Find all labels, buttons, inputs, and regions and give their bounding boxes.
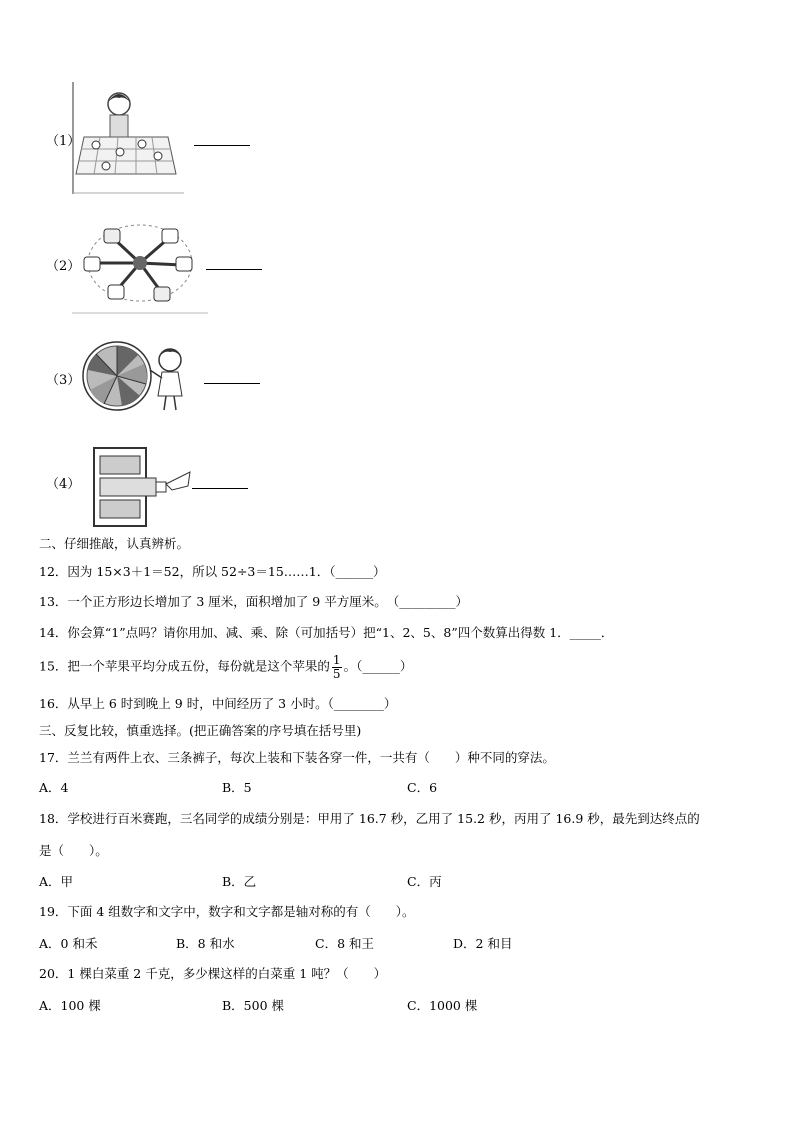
q19-option-a[interactable]: A．0 和禾 [39, 936, 98, 951]
question-17: 17．兰兰有两件上衣、三条裤子，每次上装和下装各穿一件，一共有（ ）种不同的穿法。 [39, 750, 555, 765]
q19-option-d[interactable]: D．2 和目 [453, 936, 513, 951]
question-14: 14．你会算“1”点吗？请你用加、减、乘、除（可加括号）把“1、2、5、8”四个数算出得数 1．_____． [39, 625, 614, 640]
picture-label-4: （4） [46, 477, 81, 492]
boy-playing-chess-icon [72, 82, 184, 194]
answer-blank-4[interactable] [192, 488, 248, 489]
spinning-ride-icon [72, 215, 208, 315]
section-heading-3: 三、反复比较，慎重选择。(把正确答案的序号填在括号里) [39, 723, 362, 738]
q19-option-b[interactable]: B．8 和水 [176, 936, 235, 951]
q20-option-a[interactable]: A．100 棵 [39, 998, 101, 1013]
picture-label-1: （1） [46, 134, 81, 149]
q18-option-b[interactable]: B．乙 [222, 874, 257, 889]
question-13: 13．一个正方形边长增加了 3 厘米，面积增加了 9 平方厘米。 （_________） [39, 594, 468, 609]
question-20: 20．1 棵白菜重 2 千克，多少棵这样的白菜重 1 吨？（ ） [39, 966, 387, 981]
question-16: 16．从早上 6 时到晚上 9 时，中间经历了 3 小时。（________） [39, 696, 397, 711]
q20-option-b[interactable]: B．500 棵 [222, 998, 285, 1013]
question-15 [39, 654, 412, 680]
question-15-blank: 。（______） [343, 658, 413, 674]
question-18-line-2: 是（ ）。 [39, 843, 108, 858]
q17-option-b[interactable]: B．5 [222, 780, 252, 795]
fraction-denominator: 5 [332, 666, 341, 681]
answer-blank-1[interactable] [194, 145, 250, 146]
q18-option-a[interactable]: A．甲 [39, 874, 74, 889]
fraction-numerator: 1 [332, 653, 341, 667]
question-18-line-1: 18．学校进行百米赛跑，三名同学的成绩分别是：甲用了 16.7 秒，乙用了 15.2 秒，丙用了 16.9 秒，最先到达终点的 [39, 811, 700, 826]
q20-option-c[interactable]: C．1000 棵 [407, 998, 478, 1013]
q17-option-c[interactable]: C．6 [407, 780, 438, 795]
drawer-being-pulled-icon [92, 444, 192, 528]
q18-option-c[interactable]: C．丙 [407, 874, 442, 889]
fraction-one-fifth [332, 654, 342, 680]
answer-blank-2[interactable] [206, 269, 262, 270]
question-19: 19．下面 4 组数字和文字中，数字和文字都是轴对称的有（ ）。 [39, 904, 415, 919]
picture-label-2: （2） [46, 259, 81, 274]
section-heading-2: 二、仔细推敲，认真辨析。 [39, 536, 190, 551]
question-12: 12．因为 15×3＋1＝52，所以 52÷3＝15……1．（______） [39, 564, 386, 579]
spinning-wheel-with-girl-icon [82, 334, 202, 420]
q19-option-c[interactable]: C．8 和王 [315, 936, 374, 951]
picture-label-3: （3） [46, 373, 81, 388]
answer-blank-3[interactable] [204, 383, 260, 384]
q17-option-a[interactable]: A．4 [39, 780, 69, 795]
question-15-text: 15．把一个苹果平均分成五份，每份就是这个苹果的 [39, 658, 330, 674]
